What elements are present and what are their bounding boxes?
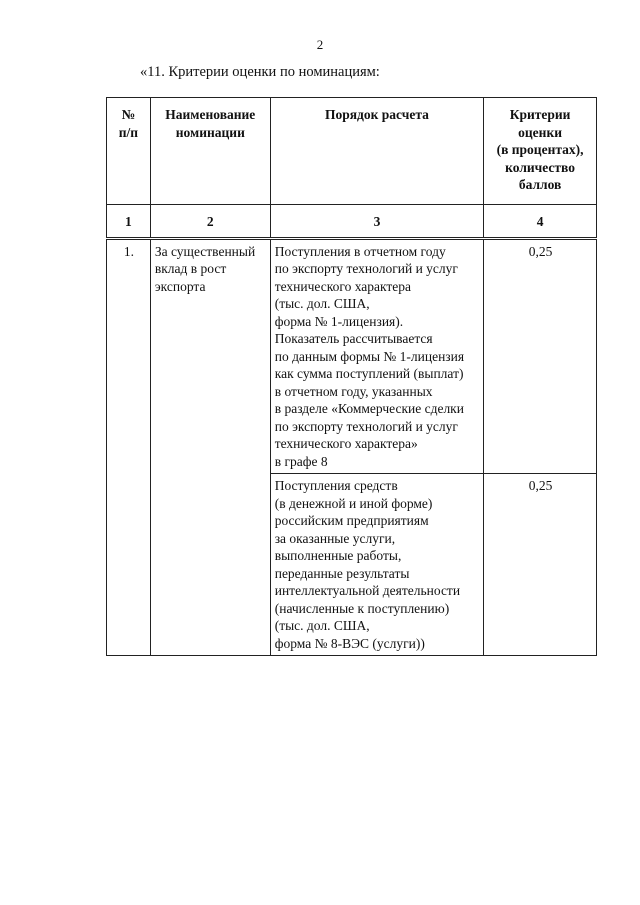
calc-line: (тыс. дол. США, (274, 296, 370, 311)
column-number-row (107, 205, 597, 239)
criteria-score: 0,25 (484, 238, 597, 474)
calc-line: по экспорту технологий и услуг (274, 418, 458, 434)
header-crit-line: (в процентах), (496, 142, 584, 157)
header-crit-line: Критерии (509, 107, 571, 122)
header-calc (270, 98, 483, 205)
header-num-line: п/п (118, 124, 139, 140)
calc-line: (начисленные к поступлению) (274, 600, 450, 616)
page-number: 2 (316, 37, 324, 52)
header-row (107, 98, 597, 205)
nomination-name (150, 238, 270, 656)
header-criteria (484, 98, 597, 205)
column-number: 1 (107, 205, 151, 239)
calc-line: (тыс. дол. США, (274, 618, 370, 633)
calculation-procedure (270, 238, 483, 474)
calc-line: форма № 1-лицензия). (274, 313, 404, 329)
nomination-line: экспорта (154, 278, 206, 294)
calc-line: в графе 8 (274, 453, 328, 469)
calc-line: интеллектуальной деятельности (274, 583, 461, 598)
nomination-line: вклад в рост (154, 261, 227, 276)
header-crit-line: баллов (518, 177, 562, 192)
column-number: 4 (484, 205, 597, 239)
calc-line: Поступления средств (274, 478, 398, 493)
calc-line: технического характера (274, 278, 412, 294)
header-num-line: № (121, 107, 136, 122)
calc-line: по данным формы № 1-лицензия (274, 348, 465, 364)
calculation-procedure (270, 474, 483, 656)
table-row (107, 238, 597, 474)
calc-line: как сумма поступлений (выплат) (274, 366, 464, 381)
header-name-line: Наименование (165, 107, 256, 122)
column-number: 3 (270, 205, 483, 239)
row-number: 1. (107, 238, 151, 656)
calc-line: по экспорту технологий и услуг (274, 261, 458, 276)
nomination-line: За существенный (154, 243, 256, 259)
criteria-table (106, 97, 597, 656)
calc-line: технического характера» (274, 436, 418, 451)
calc-line: в разделе «Коммерческие сделки (274, 401, 464, 416)
calc-line: (в денежной и иной форме) (274, 495, 433, 511)
calc-line: за оказанные услуги, (274, 530, 396, 546)
header-name (150, 98, 270, 205)
header-name-line: номинации (175, 124, 245, 140)
section-title: «11. Критерии оценки по номинациям: (140, 64, 380, 80)
column-number: 2 (150, 205, 270, 239)
calc-line: переданные результаты (274, 565, 410, 581)
criteria-score: 0,25 (484, 474, 597, 656)
header-calc-line: Порядок расчета (324, 107, 429, 122)
calc-line: выполненные работы, (274, 548, 402, 563)
header-crit-line: оценки (518, 124, 562, 140)
calc-line: Поступления в отчетном году (274, 243, 446, 259)
calc-line: Показатель рассчитывается (274, 331, 433, 346)
calc-line: в отчетном году, указанных (274, 383, 433, 399)
calc-line: форма № 8-ВЭС (услуги)) (274, 635, 425, 651)
header-crit-line: количество (505, 159, 576, 175)
header-num (107, 98, 151, 205)
calc-line: российским предприятиям (274, 513, 429, 528)
